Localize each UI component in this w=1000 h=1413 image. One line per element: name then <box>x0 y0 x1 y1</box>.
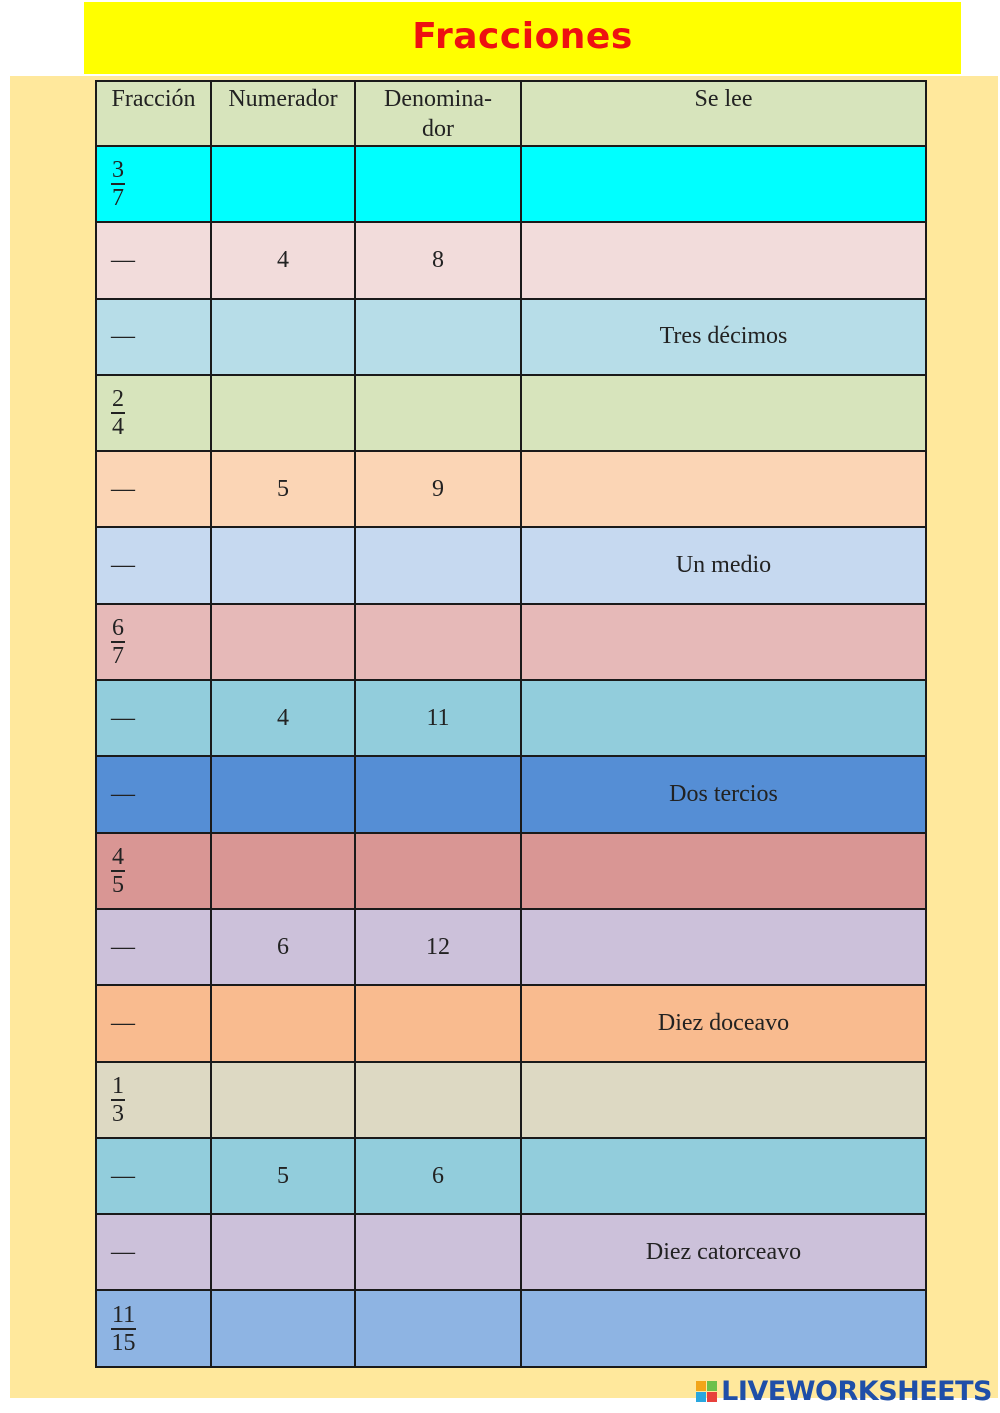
numerator-cell[interactable] <box>211 527 355 603</box>
numerator-cell[interactable] <box>211 146 355 222</box>
fraction-cell[interactable] <box>96 604 211 680</box>
reading-cell: Diez catorceavo <box>521 1214 926 1290</box>
numerator-cell: 4 <box>211 222 355 298</box>
fraction-placeholder-dash: — <box>111 1009 135 1036</box>
numerator-cell[interactable] <box>211 756 355 832</box>
denominator-cell: 6 <box>355 1138 521 1214</box>
fraction-numerator: 6 <box>112 614 124 641</box>
reading-cell: Un medio <box>521 527 926 603</box>
fraction-placeholder-dash: — <box>111 781 135 808</box>
table-row <box>96 146 926 222</box>
numerator-cell[interactable] <box>211 985 355 1061</box>
numerator-cell[interactable] <box>211 1290 355 1366</box>
reading-cell[interactable] <box>521 146 926 222</box>
fraction <box>111 615 125 669</box>
page-title: Fracciones <box>412 15 633 57</box>
denominator-cell[interactable] <box>355 604 521 680</box>
fraction-placeholder-dash: — <box>111 704 135 731</box>
title-bar <box>84 2 961 74</box>
fraction-numerator: 4 <box>112 843 124 870</box>
denominator-cell[interactable] <box>355 1062 521 1138</box>
table-row <box>96 375 926 451</box>
denominator-cell[interactable] <box>355 985 521 1061</box>
fraction-answer-field[interactable] <box>96 299 211 375</box>
numerator-cell: 5 <box>211 451 355 527</box>
fraction-cell[interactable] <box>96 1290 211 1366</box>
header-numerador: Numerador <box>211 81 355 146</box>
fraction-placeholder-dash: — <box>111 323 135 350</box>
fraction-denominator: 3 <box>112 1100 124 1127</box>
reading-cell[interactable] <box>521 1138 926 1214</box>
table-row <box>96 1138 926 1214</box>
fraction-denominator: 5 <box>112 871 124 898</box>
fraction-answer-field[interactable] <box>96 1214 211 1290</box>
table-row <box>96 1062 926 1138</box>
table-row <box>96 680 926 756</box>
fraction-denominator: 7 <box>112 642 124 669</box>
fraction-cell[interactable] <box>96 833 211 909</box>
reading-cell: Diez doceavo <box>521 985 926 1061</box>
numerator-cell[interactable] <box>211 1062 355 1138</box>
table-row <box>96 451 926 527</box>
denominator-cell[interactable] <box>355 756 521 832</box>
fraction-answer-field[interactable] <box>96 756 211 832</box>
fraction-placeholder-dash: — <box>111 933 135 960</box>
fraction-numerator: 2 <box>112 386 124 413</box>
table-row <box>96 604 926 680</box>
denominator-cell: 11 <box>355 680 521 756</box>
reading-cell: Dos tercios <box>521 756 926 832</box>
fraction-denominator: 15 <box>111 1329 136 1356</box>
fraction <box>111 1302 136 1356</box>
fraction-numerator: 3 <box>112 157 124 184</box>
fraction-denominator: 7 <box>112 185 124 212</box>
fraction-numerator: 11 <box>112 1301 136 1328</box>
fraction-answer-field[interactable] <box>96 909 211 985</box>
reading-cell[interactable] <box>521 1062 926 1138</box>
numerator-cell[interactable] <box>211 299 355 375</box>
fraction-answer-field[interactable] <box>96 451 211 527</box>
numerator-cell[interactable] <box>211 1214 355 1290</box>
fraction-answer-field[interactable] <box>96 527 211 603</box>
header-denominador: Denomina- dor <box>355 81 521 146</box>
denominator-cell[interactable] <box>355 146 521 222</box>
table-row <box>96 299 926 375</box>
fraction-answer-field[interactable] <box>96 1138 211 1214</box>
numerator-cell[interactable] <box>211 833 355 909</box>
numerator-cell[interactable] <box>211 604 355 680</box>
numerator-cell[interactable] <box>211 375 355 451</box>
reading-cell[interactable] <box>521 680 926 756</box>
header-fraccion: Fracción <box>96 81 211 146</box>
reading-cell[interactable] <box>521 909 926 985</box>
fraction <box>111 1073 125 1127</box>
fraction <box>111 386 125 440</box>
numerator-cell: 4 <box>211 680 355 756</box>
table-row <box>96 1214 926 1290</box>
table-header-row <box>96 81 926 146</box>
numerator-cell: 6 <box>211 909 355 985</box>
fractions-table <box>95 80 927 1368</box>
denominator-cell[interactable] <box>355 833 521 909</box>
table-row <box>96 985 926 1061</box>
fraction-placeholder-dash: — <box>111 1162 135 1189</box>
table-row <box>96 222 926 298</box>
fraction <box>111 844 125 898</box>
fraction-answer-field[interactable] <box>96 222 211 298</box>
liveworksheets-watermark <box>696 1376 992 1407</box>
fraction-numerator: 1 <box>112 1072 124 1099</box>
reading-cell[interactable] <box>521 604 926 680</box>
numerator-cell: 5 <box>211 1138 355 1214</box>
denominator-cell[interactable] <box>355 527 521 603</box>
denominator-cell: 8 <box>355 222 521 298</box>
fraction-placeholder-dash: — <box>111 552 135 579</box>
fraction-cell[interactable] <box>96 375 211 451</box>
reading-cell[interactable] <box>521 375 926 451</box>
reading-cell: Tres décimos <box>521 299 926 375</box>
table-row <box>96 527 926 603</box>
fraction-answer-field[interactable] <box>96 985 211 1061</box>
header-se-lee: Se lee <box>521 81 926 146</box>
table-row <box>96 909 926 985</box>
fraction-cell[interactable] <box>96 1062 211 1138</box>
reading-cell[interactable] <box>521 222 926 298</box>
denominator-cell[interactable] <box>355 1214 521 1290</box>
fraction-cell[interactable] <box>96 146 211 222</box>
fraction-denominator: 4 <box>112 414 124 441</box>
denominator-cell[interactable] <box>355 299 521 375</box>
fraction-answer-field[interactable] <box>96 680 211 756</box>
table-row <box>96 833 926 909</box>
table-row <box>96 756 926 832</box>
fraction-placeholder-dash: — <box>111 246 135 273</box>
fraction-placeholder-dash: — <box>111 1238 135 1265</box>
table-row <box>96 1290 926 1366</box>
denominator-cell[interactable] <box>355 1290 521 1366</box>
denominator-cell: 12 <box>355 909 521 985</box>
denominator-cell[interactable] <box>355 375 521 451</box>
liveworksheets-logo-icon <box>696 1381 717 1402</box>
denominator-cell: 9 <box>355 451 521 527</box>
reading-cell[interactable] <box>521 451 926 527</box>
reading-cell[interactable] <box>521 1290 926 1366</box>
fraction <box>111 157 125 211</box>
watermark-text: LIVEWORKSHEETS <box>721 1376 992 1407</box>
reading-cell[interactable] <box>521 833 926 909</box>
fraction-placeholder-dash: — <box>111 475 135 502</box>
